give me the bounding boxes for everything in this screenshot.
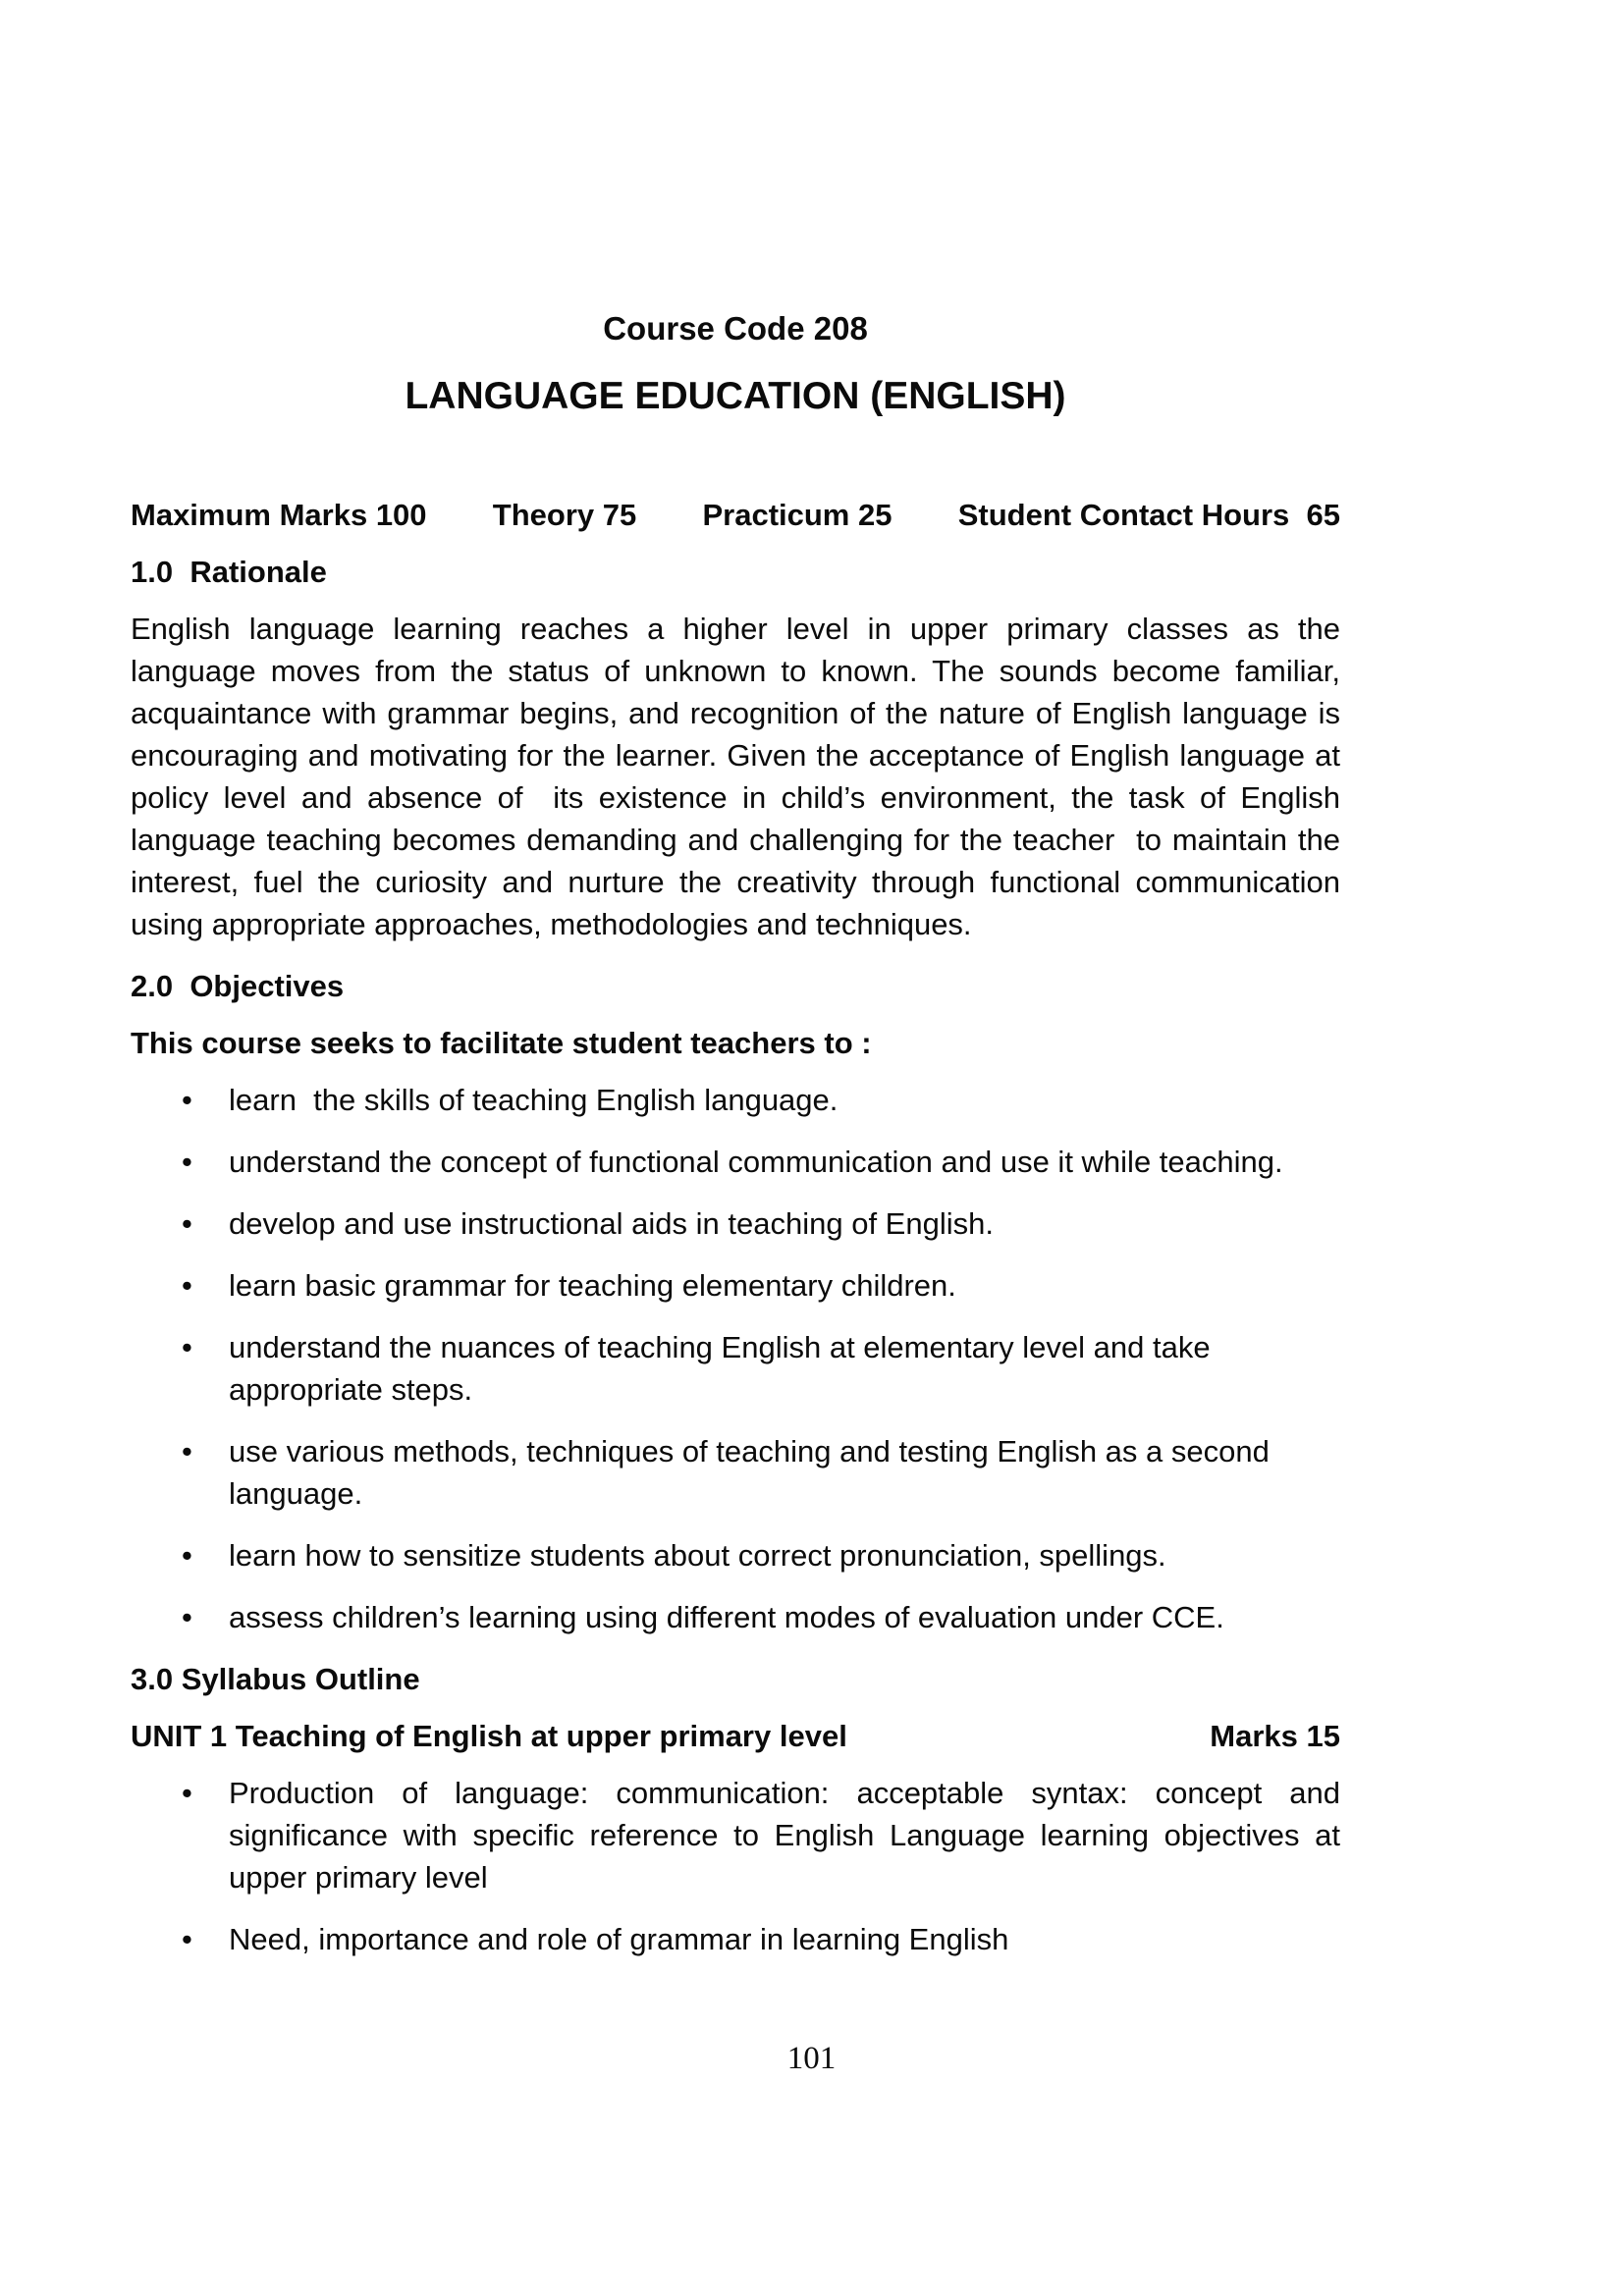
bullet-icon: • bbox=[182, 1083, 192, 1117]
objective-text: understand the nuances of teaching English at elementary level and take appropriate steps. bbox=[229, 1330, 1219, 1407]
list-item bbox=[131, 1430, 1340, 1515]
page-content bbox=[131, 0, 1349, 1980]
list-item bbox=[131, 1918, 1340, 1960]
objective-text: understand the concept of functional communication and use it while teaching. bbox=[229, 1145, 1283, 1179]
list-item bbox=[131, 1141, 1340, 1183]
rationale-heading: 1.0 Rationale bbox=[131, 555, 327, 589]
list-item bbox=[131, 1772, 1349, 1898]
list-item bbox=[131, 1079, 1340, 1121]
bullet-icon: • bbox=[182, 1206, 192, 1241]
objective-text: learn how to sensitize students about correct pronunciation, spellings. bbox=[229, 1538, 1166, 1573]
course-code-title: Course Code 208 bbox=[603, 310, 868, 347]
bullet-icon: • bbox=[182, 1600, 192, 1634]
list-item bbox=[131, 1264, 1340, 1307]
objective-text: learn basic grammar for teaching elementary children. bbox=[229, 1268, 956, 1303]
page-number: 101 bbox=[786, 2041, 837, 2076]
objective-text: assess children’s learning using different modes of evaluation under CCE. bbox=[229, 1600, 1224, 1634]
unit1-topics-list bbox=[131, 1772, 1349, 1960]
objectives-list bbox=[131, 1079, 1340, 1638]
list-item bbox=[131, 1202, 1340, 1245]
bullet-icon: • bbox=[182, 1538, 192, 1573]
rationale-paragraph: English language learning reaches a higher level in upper primary classes as the language moves from the status of unknown to known. The sounds become familiar, acquaintance with grammar begins, and recognition of the nature of English language is encouraging and motivating for the learner. Given the acceptance of English language at policy level and absence of its existence in child’s environment, the task of English language teaching becomes demanding and challenging for the teacher to maintain the interest, fuel the curiosity and nurture the creativity through functional communication using appropriate approaches, methodologies and techniques. bbox=[131, 612, 1349, 941]
list-item bbox=[131, 1596, 1340, 1638]
bullet-icon: • bbox=[182, 1922, 192, 1956]
bullet-icon: • bbox=[182, 1330, 192, 1364]
unit1-marks: Marks 15 bbox=[1210, 1719, 1340, 1753]
unit1-heading bbox=[131, 1715, 1340, 1757]
contact-hours-label: Student Contact Hours 65 bbox=[957, 498, 1340, 532]
unit1-topic-text: Need, importance and role of grammar in learning English bbox=[229, 1922, 1009, 1956]
objective-text: use various methods, techniques of teaching and testing English as a second language. bbox=[229, 1434, 1278, 1511]
objective-text: develop and use instructional aids in teaching of English. bbox=[229, 1206, 994, 1241]
list-item bbox=[131, 1326, 1340, 1411]
bullet-icon: • bbox=[182, 1434, 192, 1468]
unit1-title: UNIT 1 Teaching of English at upper primary level bbox=[131, 1719, 847, 1753]
bullet-icon: • bbox=[182, 1145, 192, 1179]
theory-marks-label: Theory 75 bbox=[492, 498, 637, 532]
marks-summary-line bbox=[131, 494, 1340, 536]
bullet-icon: • bbox=[182, 1268, 192, 1303]
objective-text: learn the skills of teaching English language. bbox=[229, 1083, 839, 1117]
list-item bbox=[131, 1534, 1340, 1576]
bullet-icon: • bbox=[182, 1776, 192, 1810]
maximum-marks-label: Maximum Marks 100 bbox=[131, 498, 427, 532]
syllabus-outline-heading: 3.0 Syllabus Outline bbox=[131, 1662, 420, 1696]
objectives-intro: This course seeks to facilitate student teachers to : bbox=[131, 1026, 872, 1060]
unit1-topic-text: Production of language: communication: acceptable syntax: concept and significance with specific reference to English Language learning objectives at upper primary level bbox=[229, 1776, 1349, 1895]
practicum-marks-label: Practicum 25 bbox=[702, 498, 893, 532]
course-name-title: LANGUAGE EDUCATION (ENGLISH) bbox=[405, 375, 1066, 417]
objectives-heading: 2.0 Objectives bbox=[131, 969, 345, 1003]
